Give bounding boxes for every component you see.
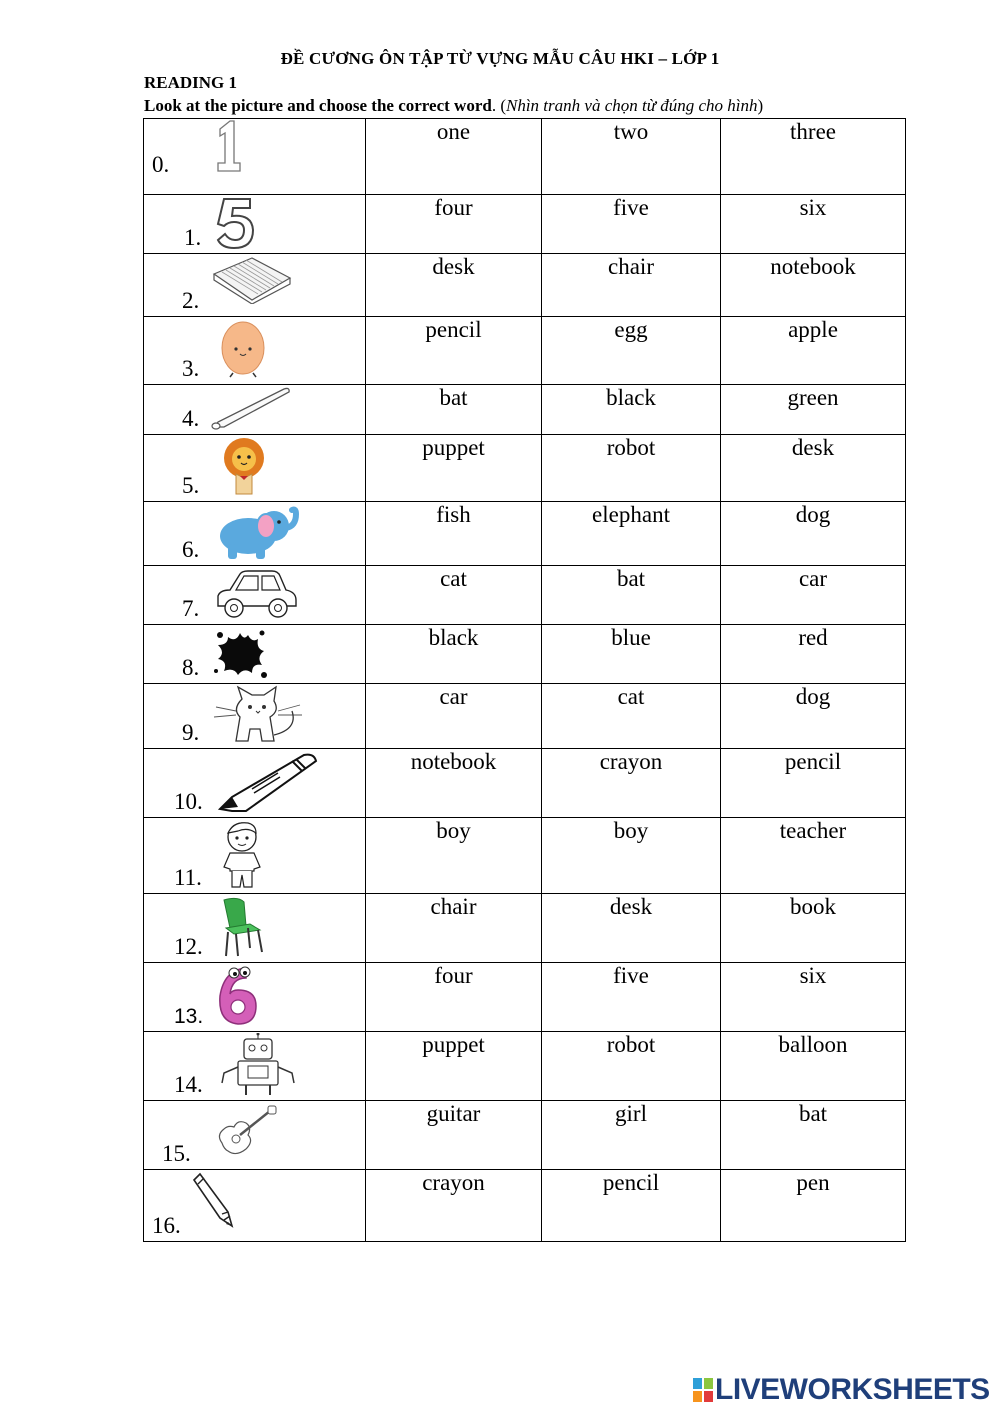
liveworksheets-logo[interactable]	[693, 1370, 990, 1410]
item-number: 2.	[182, 288, 200, 313]
item-number: 3.	[182, 356, 200, 381]
picture-cell	[144, 684, 366, 749]
picture-cell	[144, 894, 366, 963]
picture-cell	[144, 749, 366, 818]
notebook-icon	[212, 256, 292, 304]
picture-cell	[144, 119, 366, 195]
option-cell[interactable]: black	[366, 625, 542, 684]
option-cell[interactable]: chair	[542, 254, 721, 317]
table-row	[144, 1101, 906, 1170]
option-cell[interactable]: dog	[721, 684, 906, 749]
table-row	[144, 119, 906, 195]
table-row	[144, 684, 906, 749]
page-title: ĐỀ CƯƠNG ÔN TẬP TỪ VỰNG MẪU CÂU HKI – LỚP 1	[280, 49, 720, 68]
picture-cell	[144, 818, 366, 894]
option-cell[interactable]: pen	[721, 1170, 906, 1242]
option-cell[interactable]: dog	[721, 502, 906, 566]
option-cell[interactable]: guitar	[366, 1101, 542, 1170]
table-row	[144, 254, 906, 317]
picture-cell	[144, 963, 366, 1032]
instruction-close: )	[757, 96, 764, 115]
chair-icon	[216, 896, 268, 958]
picture-cell	[144, 1170, 366, 1242]
bat-icon	[210, 385, 292, 431]
option-cell[interactable]: pencil	[366, 317, 542, 385]
logo-text: LIVEWORKSHEETS	[715, 1373, 990, 1406]
item-number: 9.	[182, 720, 200, 745]
guitar-icon	[214, 1105, 278, 1157]
table-row	[144, 749, 906, 818]
item-number: 16.	[152, 1213, 181, 1238]
option-cell[interactable]: puppet	[366, 1032, 542, 1101]
option-cell[interactable]: robot	[542, 435, 721, 502]
black-splat-icon	[212, 627, 268, 681]
picture-cell	[144, 625, 366, 684]
instruction-bold: Look at the picture and choose the correct word	[144, 96, 492, 115]
instruction	[144, 96, 763, 116]
item-number: 10.	[174, 789, 203, 814]
robot-icon	[218, 1033, 298, 1097]
option-cell[interactable]: desk	[721, 435, 906, 502]
option-cell[interactable]: elephant	[542, 502, 721, 566]
item-number: 7.	[182, 596, 200, 621]
car-icon	[214, 568, 300, 622]
option-cell[interactable]: chair	[366, 894, 542, 963]
option-cell[interactable]: one	[366, 119, 542, 195]
option-cell[interactable]: black	[542, 385, 721, 435]
picture-cell	[144, 317, 366, 385]
option-cell[interactable]: six	[721, 195, 906, 254]
crayon-icon	[216, 751, 318, 815]
option-cell[interactable]: pencil	[542, 1170, 721, 1242]
option-cell[interactable]: cat	[366, 566, 542, 625]
picture-cell	[144, 435, 366, 502]
picture-cell	[144, 254, 366, 317]
option-cell[interactable]: car	[366, 684, 542, 749]
option-cell[interactable]: apple	[721, 317, 906, 385]
section-heading: READING 1	[144, 73, 238, 92]
table-row	[144, 625, 906, 684]
item-number: 14.	[174, 1072, 203, 1097]
item-number: 5.	[182, 473, 200, 498]
option-cell[interactable]: teacher	[721, 818, 906, 894]
table-row	[144, 385, 906, 435]
liveworksheets-mark-icon	[693, 1378, 713, 1402]
option-cell[interactable]: four	[366, 195, 542, 254]
option-cell[interactable]: notebook	[721, 254, 906, 317]
option-cell[interactable]: desk	[366, 254, 542, 317]
egg-icon	[216, 319, 270, 379]
table-row	[144, 963, 906, 1032]
option-cell[interactable]: two	[542, 119, 721, 195]
option-cell[interactable]: fish	[366, 502, 542, 566]
table-row	[144, 195, 906, 254]
table-row	[144, 502, 906, 566]
instruction-vietnamese: Nhìn tranh và chọn từ đúng cho hình	[506, 96, 758, 115]
option-cell[interactable]: blue	[542, 625, 721, 684]
boy-icon	[214, 819, 270, 891]
option-cell[interactable]: book	[721, 894, 906, 963]
option-cell[interactable]: balloon	[721, 1032, 906, 1101]
item-number: 0.	[152, 152, 170, 177]
table-row	[144, 1170, 906, 1242]
option-cell[interactable]: six	[721, 963, 906, 1032]
table-row	[144, 435, 906, 502]
table-row	[144, 894, 906, 963]
item-number: 8.	[182, 655, 200, 680]
option-cell[interactable]: cat	[542, 684, 721, 749]
option-cell[interactable]: three	[721, 119, 906, 195]
picture-cell	[144, 502, 366, 566]
elephant-icon	[212, 504, 300, 562]
option-cell[interactable]: red	[721, 625, 906, 684]
lion-puppet-icon	[214, 436, 274, 496]
option-cell[interactable]: four	[366, 963, 542, 1032]
item-number: 13.	[174, 1005, 204, 1028]
item-number: 6.	[182, 537, 200, 562]
option-cell[interactable]: crayon	[366, 1170, 542, 1242]
number-five-icon	[216, 196, 256, 250]
table-row	[144, 317, 906, 385]
table-row	[144, 818, 906, 894]
picture-cell	[144, 566, 366, 625]
option-cell[interactable]: robot	[542, 1032, 721, 1101]
item-number: 1.	[184, 225, 202, 250]
option-cell[interactable]: five	[542, 963, 721, 1032]
table-row	[144, 1032, 906, 1101]
option-cell[interactable]: boy	[366, 818, 542, 894]
item-number: 12.	[174, 934, 203, 959]
option-cell[interactable]: car	[721, 566, 906, 625]
cat-icon	[212, 685, 306, 745]
instruction-sep: . (	[491, 96, 506, 115]
option-cell[interactable]: notebook	[366, 749, 542, 818]
option-cell[interactable]: bat	[721, 1101, 906, 1170]
pencil-icon	[188, 1172, 238, 1228]
item-number: 15.	[162, 1141, 191, 1166]
number-one-icon	[210, 119, 244, 173]
table-row	[144, 566, 906, 625]
option-cell[interactable]: pencil	[721, 749, 906, 818]
picture-cell	[144, 1032, 366, 1101]
option-cell[interactable]: egg	[542, 317, 721, 385]
option-cell[interactable]: desk	[542, 894, 721, 963]
option-cell[interactable]: five	[542, 195, 721, 254]
option-cell[interactable]: puppet	[366, 435, 542, 502]
picture-cell	[144, 385, 366, 435]
picture-cell	[144, 195, 366, 254]
option-cell[interactable]: boy	[542, 818, 721, 894]
option-cell[interactable]: girl	[542, 1101, 721, 1170]
picture-cell	[144, 1101, 366, 1170]
number-six-icon	[212, 964, 262, 1028]
item-number: 11.	[174, 865, 202, 890]
item-number: 4.	[182, 406, 200, 431]
option-cell[interactable]: bat	[542, 566, 721, 625]
option-cell[interactable]: crayon	[542, 749, 721, 818]
option-cell[interactable]: green	[721, 385, 906, 435]
exercise-table	[143, 118, 906, 1242]
option-cell[interactable]: bat	[366, 385, 542, 435]
